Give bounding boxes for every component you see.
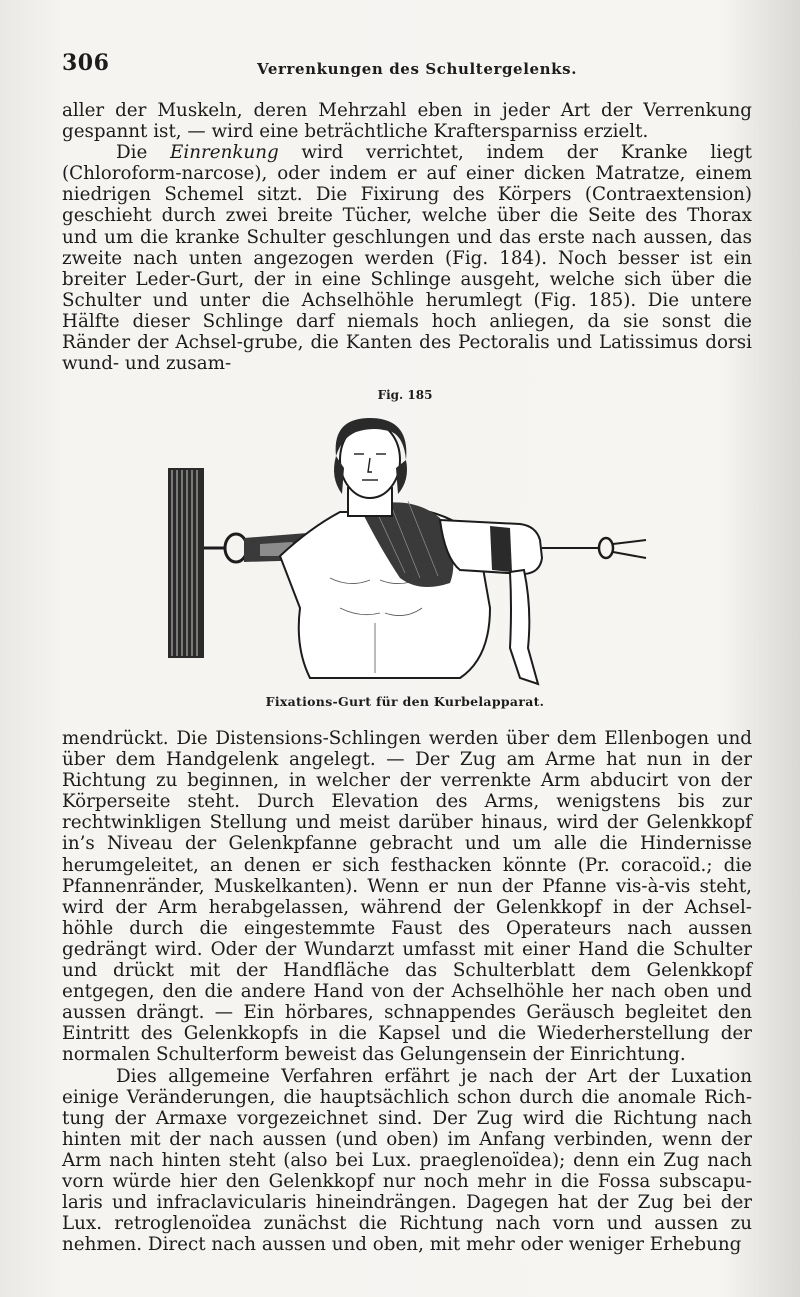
figure-illustration (160, 408, 650, 690)
paragraph-text: wird verrichtet, indem der Kranke liegt (Chloroform-narcose), oder indem er auf einer dicken Matratze, einem niedrigen Schemel sitzt. Die Fixirung des Körpers (Contraextension) geschieht durch zwei breite Tücher, welche über die Seite des Thorax und um die kranke Schulter geschlungen und das erste nach aussen, das zweite nach unten angezogen werden (Fig. 184). Noch besser ist ein breiter Leder-Gurt, der in eine Schlinge ausgeht, welche sich über die Schulter und unter die Achselhöhle herumlegt (Fig. 185). Die untere Hälfte dieser Schlinge darf niemals hoch anliegen, da sie sonst die Ränder der Achsel-grube, die Kanten des Pectoralis und Latissimus dorsi wund- und zusam- (62, 142, 752, 375)
figure-185 (160, 386, 650, 716)
running-head: Verrenkungen des Schultergelenks. (257, 60, 578, 78)
body-text-bottom (62, 728, 752, 1255)
figure-label: Fig. 185 (377, 388, 433, 402)
paragraph: Dies allgemeine Verfahren erfährt je nach der Art der Luxation einige Veränderungen, die hauptsächlich schon durch die anomale Rich-tung der Armaxe vorgezeichnet sind. Der Zug wird die Richtung nach hinten mit der nach aussen (und oben) im Anfang verbinden, wenn der Arm nach hinten steht (also bei Lux. praeglenoïdea); denn ein Zug nach vorn würde hier den Gelenkkopf nur noch mehr in die Fossa subscapu-laris und infraclavicularis hineindrängen. Dagegen hat der Zug bei der Lux. retroglenoïdea zunächst die Richtung nach vorn und aussen zu nehmen. Direct nach aussen und oben, mit mehr oder weniger Erhebung (62, 1065, 752, 1256)
page-number: 306 (62, 50, 110, 76)
paragraph-text: Die (116, 142, 171, 164)
emphasis-einrenkung: Einrenkung (170, 142, 279, 164)
page-header (62, 48, 762, 88)
paragraph (62, 142, 752, 374)
body-text-top (62, 100, 752, 374)
paragraph: mendrückt. Die Distensions-Schlingen werden über dem Ellenbogen und über dem Handgelenk angelegt. — Der Zug am Arme hat nun in der Richtung zu beginnen, in welcher der verrenkte Arm abducirt von der Körperseite steht. Durch Elevation des Arms, wenigstens bis zur rechtwinkligen Stellung und meist darüber hinaus, wird der Gelenkkopf in’s Niveau der Gelenkpfanne gebracht und um alle die Hindernisse herumgeleitet, an denen er sich festhacken könnte (Pr. coracoïd.; die Pfannenränder, Muskelkanten). Wenn er nun der Pfanne vis-à-vis steht, wird der Arm herabgelassen, während der Gelenkkopf in der Achsel-höhle durch die eingestemmte Faust des Operateurs nach aussen gedrängt wird. Oder der Wundarzt umfasst mit einer Hand die Schulter und drückt mit der Handfläche das Schulterblatt dem Gelenkkopf entgegen, den die andere Hand von der Achselhöhle her nach oben und aussen drängt. — Ein hörbares, schnappendes Geräusch begleitet den Eintritt des Gelenkkopfs in die Kapsel und die Wiederherstellung der normalen Schulterform beweist das Gelungensein der Einrichtung. (62, 728, 752, 1066)
figure-caption: Fixations-Gurt für den Kurbelapparat. (265, 694, 545, 709)
paragraph: aller der Muskeln, deren Mehrzahl eben in jeder Art der Verrenkung gespannt ist, — wird eine beträchtliche Kraftersparniss erzielt. (62, 100, 752, 143)
